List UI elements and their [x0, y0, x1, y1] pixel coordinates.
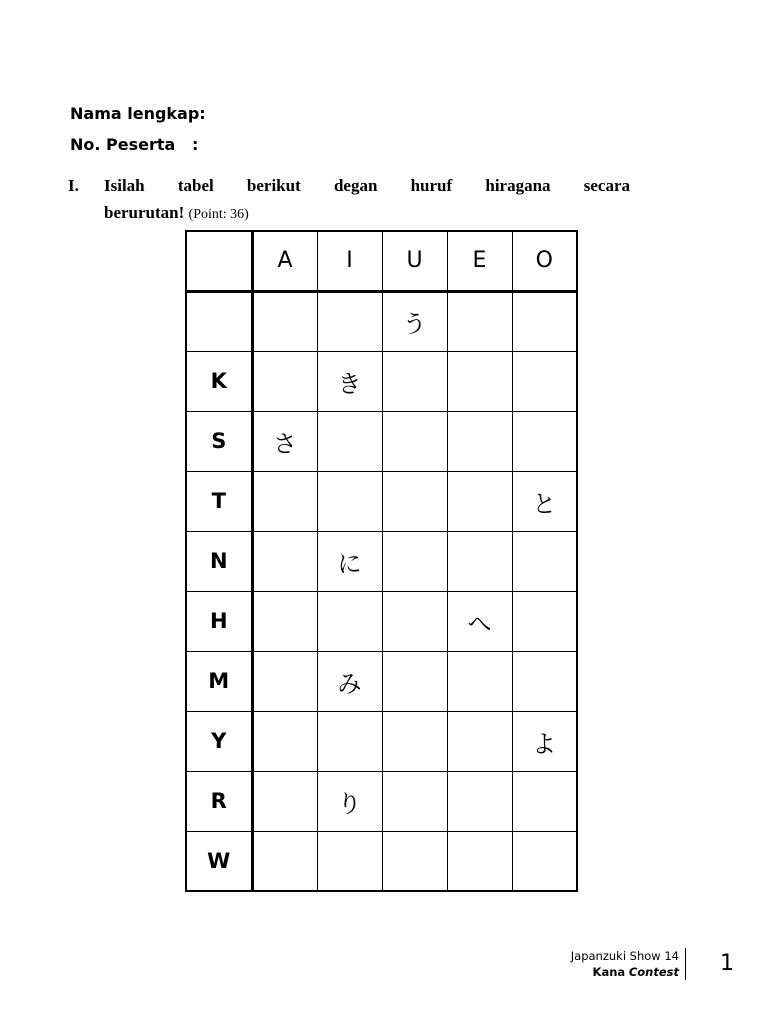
- footer-contest-name: [571, 964, 679, 980]
- kana-blank-cell: [382, 591, 447, 651]
- vowel-header-cell: I: [317, 231, 382, 291]
- kana-blank-cell: [447, 771, 512, 831]
- kana-blank-cell: [512, 291, 577, 351]
- footer-kana-word: Kana: [592, 965, 626, 979]
- participant-number-field: [70, 135, 199, 154]
- question-word: hiragana: [485, 176, 551, 195]
- consonant-label-cell: [186, 291, 252, 351]
- consonant-label-cell: T: [186, 471, 252, 531]
- table-row: [186, 531, 577, 591]
- consonant-label-cell: M: [186, 651, 252, 711]
- kana-blank-cell: [252, 591, 317, 651]
- kana-blank-cell: [512, 771, 577, 831]
- kana-cell: さ: [252, 411, 317, 471]
- kana-blank-cell: [512, 411, 577, 471]
- kana-blank-cell: [252, 831, 317, 891]
- page-number: 1: [720, 951, 734, 976]
- question-points: (Point: 36): [188, 207, 249, 222]
- consonant-label-cell: Y: [186, 711, 252, 771]
- kana-blank-cell: [512, 351, 577, 411]
- kana-blank-cell: [252, 351, 317, 411]
- kana-blank-cell: [512, 591, 577, 651]
- table-row: [186, 411, 577, 471]
- hiragana-table: [185, 230, 578, 892]
- kana-blank-cell: [317, 411, 382, 471]
- kana-blank-cell: [447, 651, 512, 711]
- consonant-label-cell: S: [186, 411, 252, 471]
- consonant-label-cell: R: [186, 771, 252, 831]
- kana-blank-cell: [382, 831, 447, 891]
- kana-blank-cell: [447, 291, 512, 351]
- kana-blank-cell: [512, 531, 577, 591]
- table-row: [186, 711, 577, 771]
- kana-cell: う: [382, 291, 447, 351]
- kana-blank-cell: [512, 651, 577, 711]
- footer-contest-word: Contest: [628, 965, 679, 979]
- footer-event-info: [571, 948, 686, 980]
- kana-blank-cell: [317, 831, 382, 891]
- question-instruction-line2: [104, 203, 249, 223]
- consonant-label-cell: W: [186, 831, 252, 891]
- kana-blank-cell: [512, 831, 577, 891]
- question-word: degan: [333, 176, 378, 195]
- vowel-header-cell: O: [512, 231, 577, 291]
- kana-blank-cell: [447, 531, 512, 591]
- kana-blank-cell: [252, 471, 317, 531]
- table-row: [186, 771, 577, 831]
- kana-blank-cell: [317, 711, 382, 771]
- kana-blank-cell: [252, 291, 317, 351]
- kana-blank-cell: [447, 471, 512, 531]
- kana-blank-cell: [252, 711, 317, 771]
- table-row: [186, 351, 577, 411]
- table-row: [186, 831, 577, 891]
- question-instruction-end: berurutan!: [104, 203, 185, 222]
- question-word: secara: [583, 176, 630, 195]
- kana-blank-cell: [447, 831, 512, 891]
- vowel-header-cell: E: [447, 231, 512, 291]
- kana-blank-cell: [447, 351, 512, 411]
- vowel-header-cell: A: [252, 231, 317, 291]
- kana-blank-cell: [252, 651, 317, 711]
- kana-blank-cell: [382, 411, 447, 471]
- kana-cell: と: [512, 471, 577, 531]
- table-header-row: [186, 231, 577, 291]
- kana-blank-cell: [252, 771, 317, 831]
- kana-blank-cell: [382, 771, 447, 831]
- kana-blank-cell: [447, 411, 512, 471]
- question-word: berikut: [246, 176, 301, 195]
- kana-blank-cell: [252, 531, 317, 591]
- footer-event-name: Japanzuki Show 14: [570, 949, 679, 963]
- kana-blank-cell: [382, 471, 447, 531]
- consonant-label-cell: K: [186, 351, 252, 411]
- kana-blank-cell: [447, 711, 512, 771]
- table-row: [186, 291, 577, 351]
- consonant-label-cell: H: [186, 591, 252, 651]
- kana-blank-cell: [317, 591, 382, 651]
- question-instruction-line1: [104, 176, 630, 196]
- table-row: [186, 471, 577, 531]
- kana-cell: へ: [447, 591, 512, 651]
- question-word: Isilah: [104, 176, 145, 195]
- question-word: tabel: [177, 176, 214, 195]
- kana-cell: み: [317, 651, 382, 711]
- kana-blank-cell: [382, 351, 447, 411]
- participant-number-label: No. Peserta: [70, 135, 176, 154]
- consonant-label-cell: N: [186, 531, 252, 591]
- kana-blank-cell: [382, 711, 447, 771]
- kana-cell: き: [317, 351, 382, 411]
- kana-blank-cell: [382, 531, 447, 591]
- corner-cell: [186, 231, 252, 291]
- table-row: [186, 651, 577, 711]
- kana-cell: に: [317, 531, 382, 591]
- table-row: [186, 591, 577, 651]
- name-field-label: Nama lengkap:: [70, 104, 206, 123]
- vowel-header-cell: U: [382, 231, 447, 291]
- participant-number-colon: :: [192, 135, 199, 154]
- kana-cell: り: [317, 771, 382, 831]
- kana-cell: よ: [512, 711, 577, 771]
- question-word: huruf: [410, 176, 453, 195]
- kana-blank-cell: [382, 651, 447, 711]
- kana-blank-cell: [317, 471, 382, 531]
- question-number: I.: [68, 176, 79, 195]
- kana-blank-cell: [317, 291, 382, 351]
